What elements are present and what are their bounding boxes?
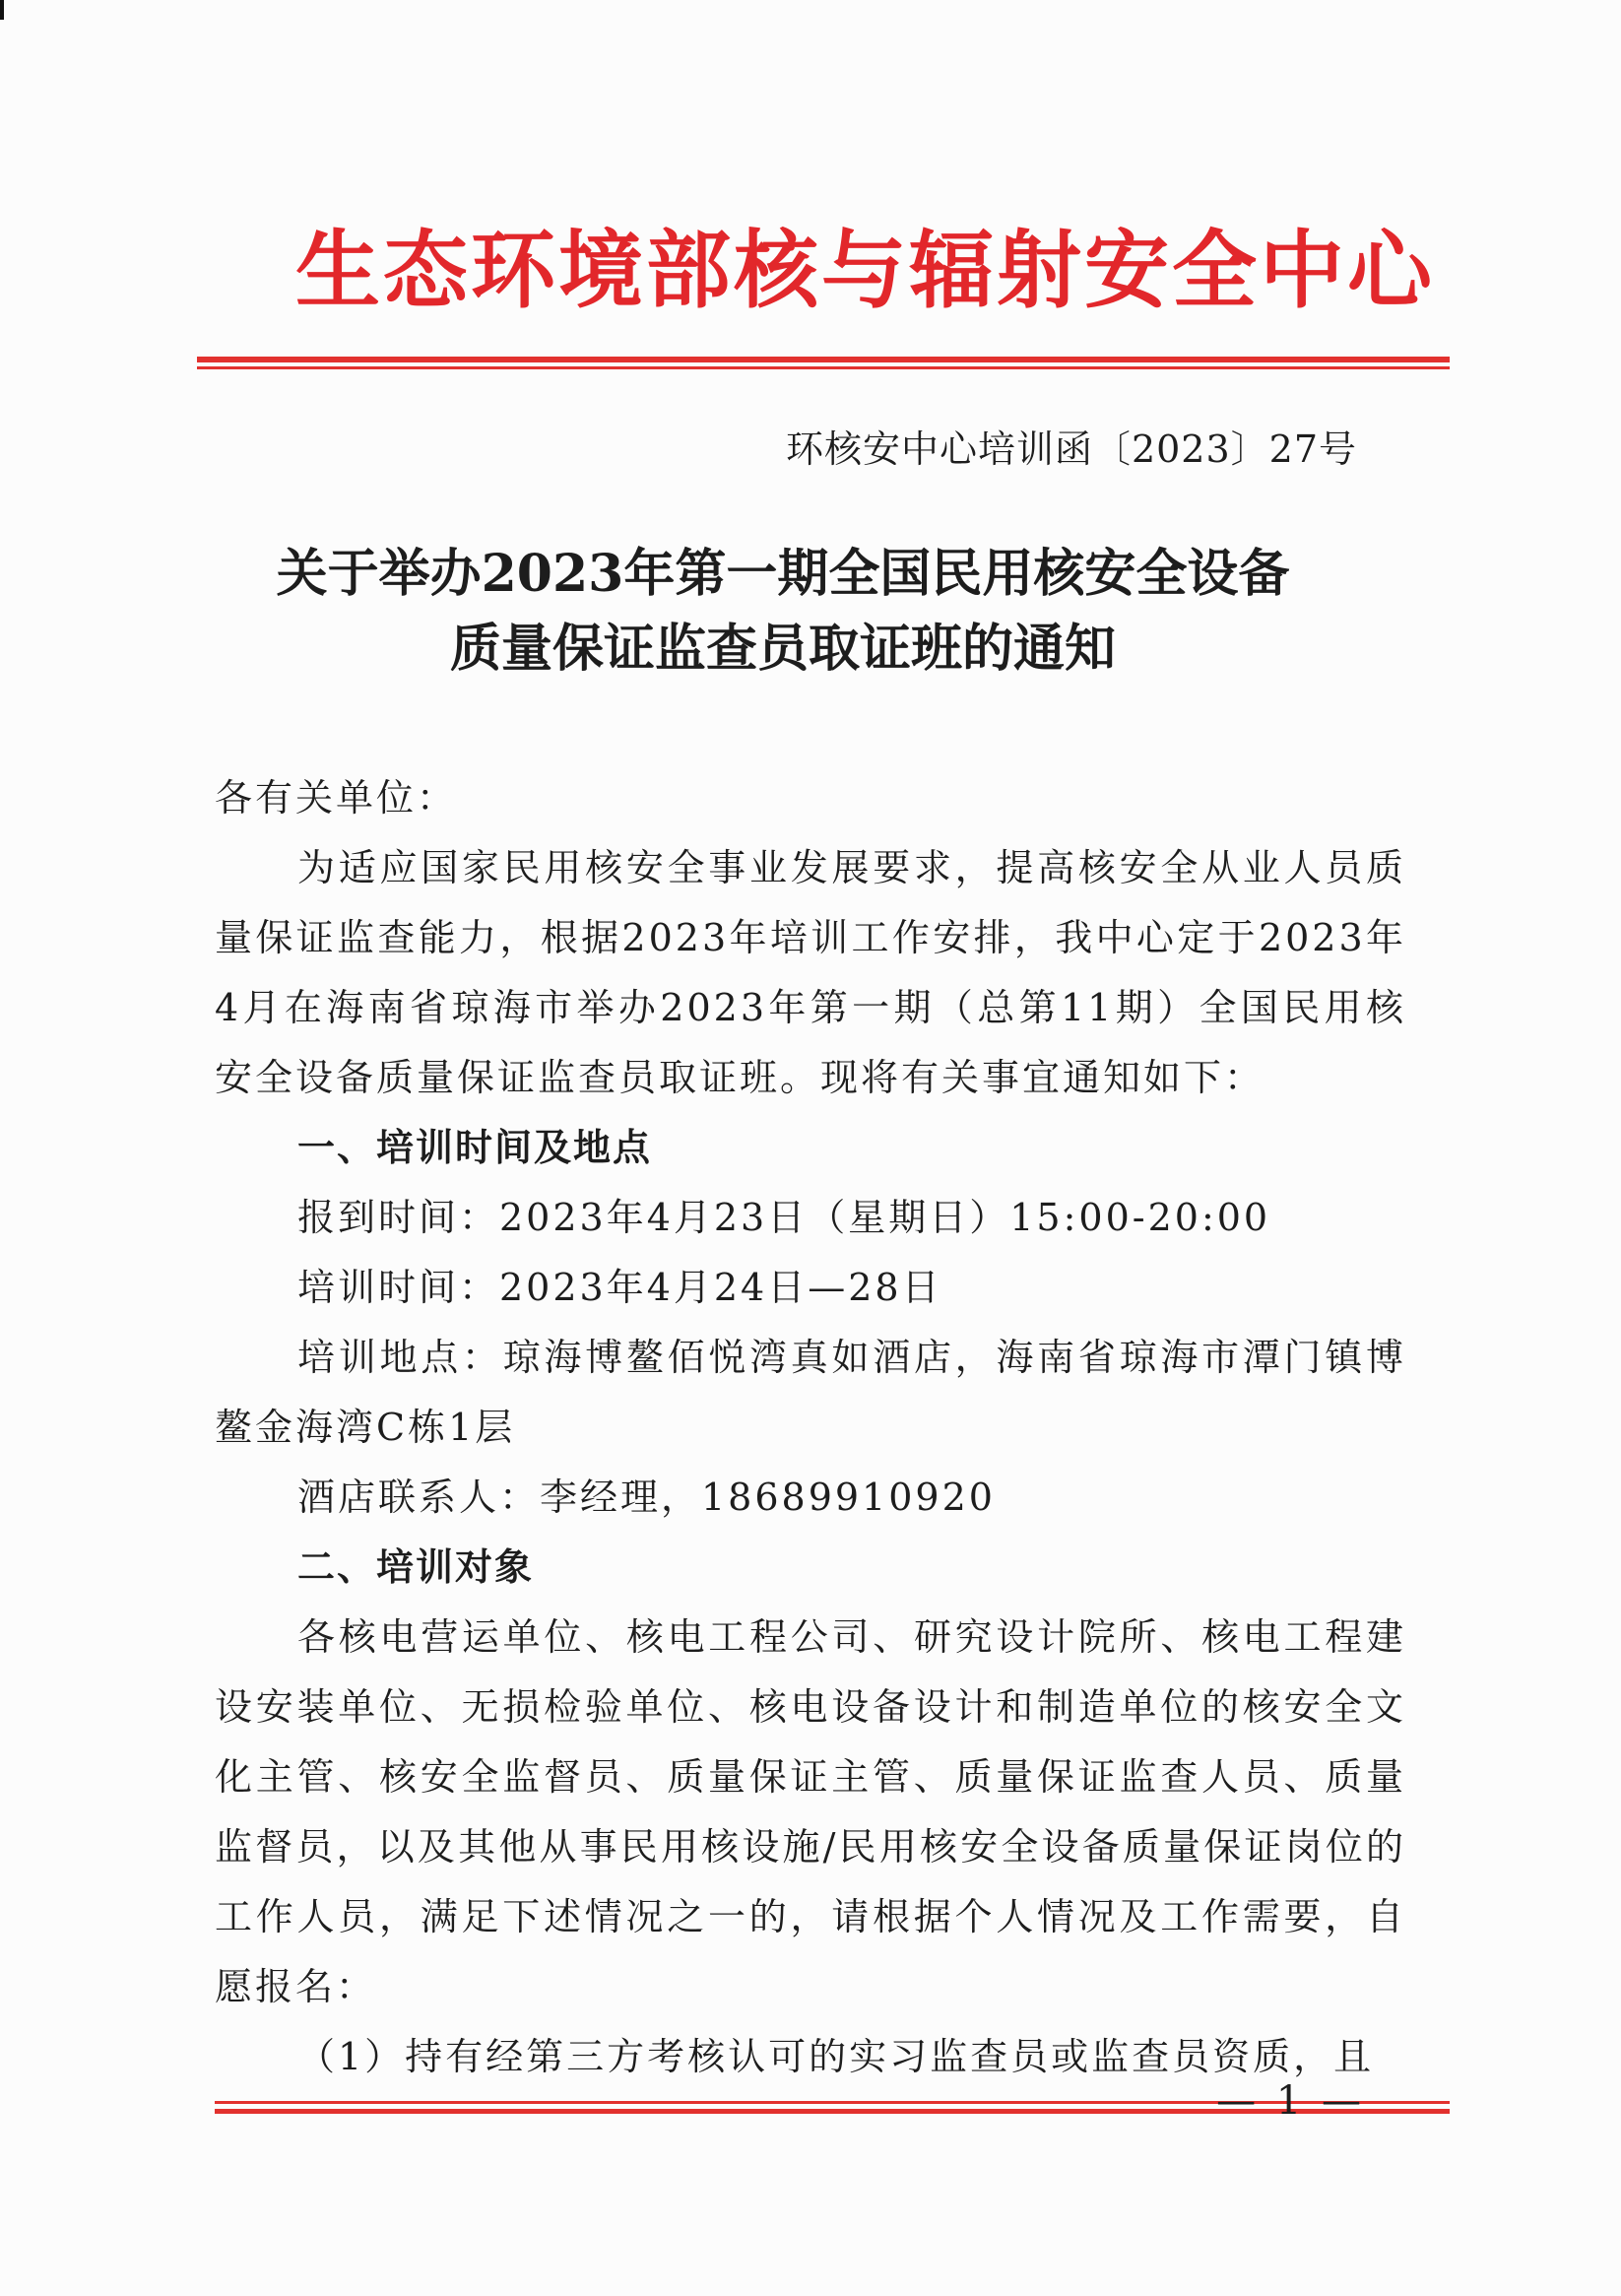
target-audience-paragraph: 各核电营运单位、核电工程公司、研究设计院所、核电工程建设安装单位、无损检验单位、核电设备设计和制造单位的核安全文化主管、核安全监督员、质量保证主管、质量保证监查人员、质量监督员，以及其他从事民用核设施/民用核安全设备质量保证岗位的工作人员，满足下述情况之一的，请根据个人情况及工作需要，自愿报名： <box>215 1615 1406 2008</box>
report-time: 报到时间：2023年4月23日（星期日）15:00-20:00 <box>297 1196 1271 1239</box>
scan-edge-mark <box>0 0 4 20</box>
issuing-organization: 生态环境部核与辐射安全中心 <box>295 222 1435 320</box>
header-rule-bottom <box>197 366 1450 369</box>
hotel-contact: 酒店联系人：李经理，18689910920 <box>297 1476 996 1519</box>
title-line-2: 质量保证监查员取证班的通知 <box>449 619 1116 679</box>
training-time: 培训时间：2023年4月24日—28日 <box>297 1266 942 1309</box>
section-1-heading: 一、培训时间及地点 <box>297 1126 653 1169</box>
section-2-heading: 二、培训对象 <box>297 1545 535 1589</box>
condition-1: （1）持有经第三方考核认可的实习监查员或监查员资质，且 <box>297 2035 1375 2078</box>
intro-paragraph: 为适应国家民用核安全事业发展要求，提高核安全从业人员质量保证监查能力，根据2023年培训工作安排，我中心定于2023年4月在海南省琼海市举办2023年第一期（总第11期）全国民用核安全设备质量保证监查员取证班。现将有关事宜通知如下： <box>215 846 1406 1099</box>
training-location: 培训地点：琼海博鳌佰悦湾真如酒店，海南省琼海市潭门镇博鳌金海湾C栋1层 <box>215 1336 1406 1449</box>
title-line-1: 关于举办2023年第一期全国民用核安全设备 <box>276 544 1290 604</box>
page-number: — 1 — <box>1216 2078 1365 2124</box>
header-rule-top <box>197 357 1450 362</box>
document-number: 环核安中心培训函〔2023〕27号 <box>785 427 1357 471</box>
salutation: 各有关单位： <box>215 776 458 820</box>
document-body <box>215 763 1406 2092</box>
document-title <box>148 537 1418 687</box>
